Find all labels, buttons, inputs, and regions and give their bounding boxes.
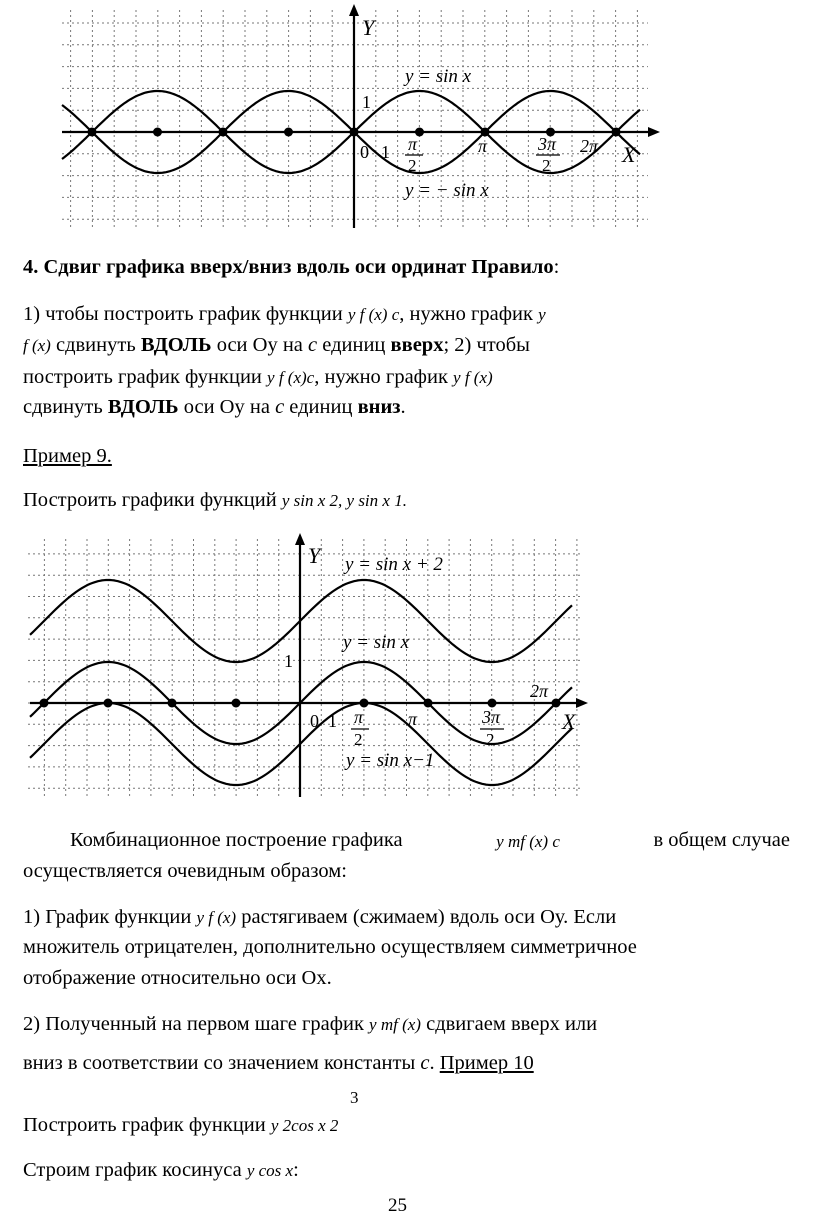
example-9-title: Пример 9. (23, 445, 112, 467)
tick-2pi: 2π (530, 681, 549, 701)
origin-zero: 0 (360, 142, 369, 162)
curve-label-bot: y = sin x−1 (346, 750, 435, 771)
tick-3pi-half-num: 3π (538, 134, 557, 154)
combination-line-2: осуществляется очевидным образом: (23, 860, 347, 882)
zero-point (40, 699, 49, 708)
example-10-link: Пример 10 (439, 1052, 534, 1074)
graph-sin-shifts (0, 525, 816, 810)
y-axis-arrow (295, 533, 305, 545)
exponent-three: 3 (350, 1088, 359, 1107)
origin-one: 1 (381, 142, 390, 162)
curve-label-sin: y = sin x (405, 66, 472, 87)
step-1-line-3: отображение относительно оси Ох. (23, 967, 332, 989)
tick-pi-half-num: π (408, 134, 418, 154)
x-axis-arrow (576, 698, 588, 708)
zero-point (284, 128, 293, 137)
zero-point (104, 699, 113, 708)
x-axis-arrow (648, 127, 660, 137)
y-axis-arrow (349, 4, 359, 16)
origin-zero: 0 (310, 711, 319, 731)
tick-3pi-half-num: 3π (482, 707, 501, 727)
step-2-line-2: вниз в соответствии со значением константы c. Пример 10 (23, 1052, 534, 1074)
zero-point (612, 128, 621, 137)
curve-label-mid: y = sin x (343, 632, 410, 653)
step-2-line-1: 2) Полученный на первом шаге график y mf (x) сдвигаем вверх или (23, 1013, 598, 1035)
tick-pi: π (478, 136, 488, 156)
zero-point (168, 699, 177, 708)
rule-line-3: построить график функции y f (x)c, нужно график y f (x) (23, 366, 493, 388)
rule-line-1: 1) чтобы построить график функции y f (x) c, нужно график y (23, 303, 546, 325)
tick-3pi-half-den: 2 (542, 156, 551, 175)
zero-point (88, 128, 97, 137)
tick-label-one: 1 (284, 651, 293, 671)
cosine-line: Строим график косинуса y cos x: (23, 1159, 299, 1181)
tick-pi: π (408, 709, 418, 729)
axis-y-label: Y (308, 543, 321, 568)
tick-pi-half-den: 2 (354, 730, 363, 749)
section-heading: 4. Сдвиг графика вверх/вниз вдоль оси ординат Правило: (23, 256, 560, 278)
zero-point (424, 699, 433, 708)
zero-point (552, 699, 561, 708)
grid (28, 539, 580, 797)
zero-point (232, 699, 241, 708)
tick-label-one: 1 (362, 92, 371, 112)
tick-2pi: 2π (580, 136, 599, 156)
zero-point (219, 128, 228, 137)
tick-3pi-half-den: 2 (486, 730, 495, 749)
page-number: 25 (388, 1195, 407, 1216)
rule-line-4: сдвинуть ВДОЛЬ оси Оу на c единиц вниз. (23, 396, 406, 418)
axis-x-label: X (562, 709, 576, 734)
zero-point (350, 128, 359, 137)
zero-point (153, 128, 162, 137)
step-1-line-1: 1) График функции y f (x) растягиваем (сжимаем) вдоль оси Оу. Если (23, 906, 617, 928)
step-1-line-2: множитель отрицателен, дополнительно осуществляем симметричное (23, 936, 637, 958)
combination-line-1: Комбинационное построение графика y mf (x) c в общем случае (70, 829, 790, 851)
tick-pi-half-num: π (354, 707, 364, 727)
axis-y-label: Y (362, 15, 375, 40)
tick-pi-half-den: 2 (408, 156, 417, 175)
example-9-task: Построить графики функций y sin x 2, y sin x 1. (23, 489, 407, 511)
rule-line-2: f (x) сдвинуть ВДОЛЬ оси Оу на c единиц вверх; 2) чтобы (23, 334, 530, 356)
curve-label-neg-sin: y = − sin x (405, 180, 489, 201)
origin-one: 1 (328, 711, 337, 731)
axis-x-label: X (622, 142, 636, 167)
curve-label-top: y = sin x + 2 (345, 554, 443, 575)
graph-sin-neg-sin (0, 0, 816, 240)
example-10-task: Построить график функции y 2cos x 2 (23, 1114, 339, 1136)
